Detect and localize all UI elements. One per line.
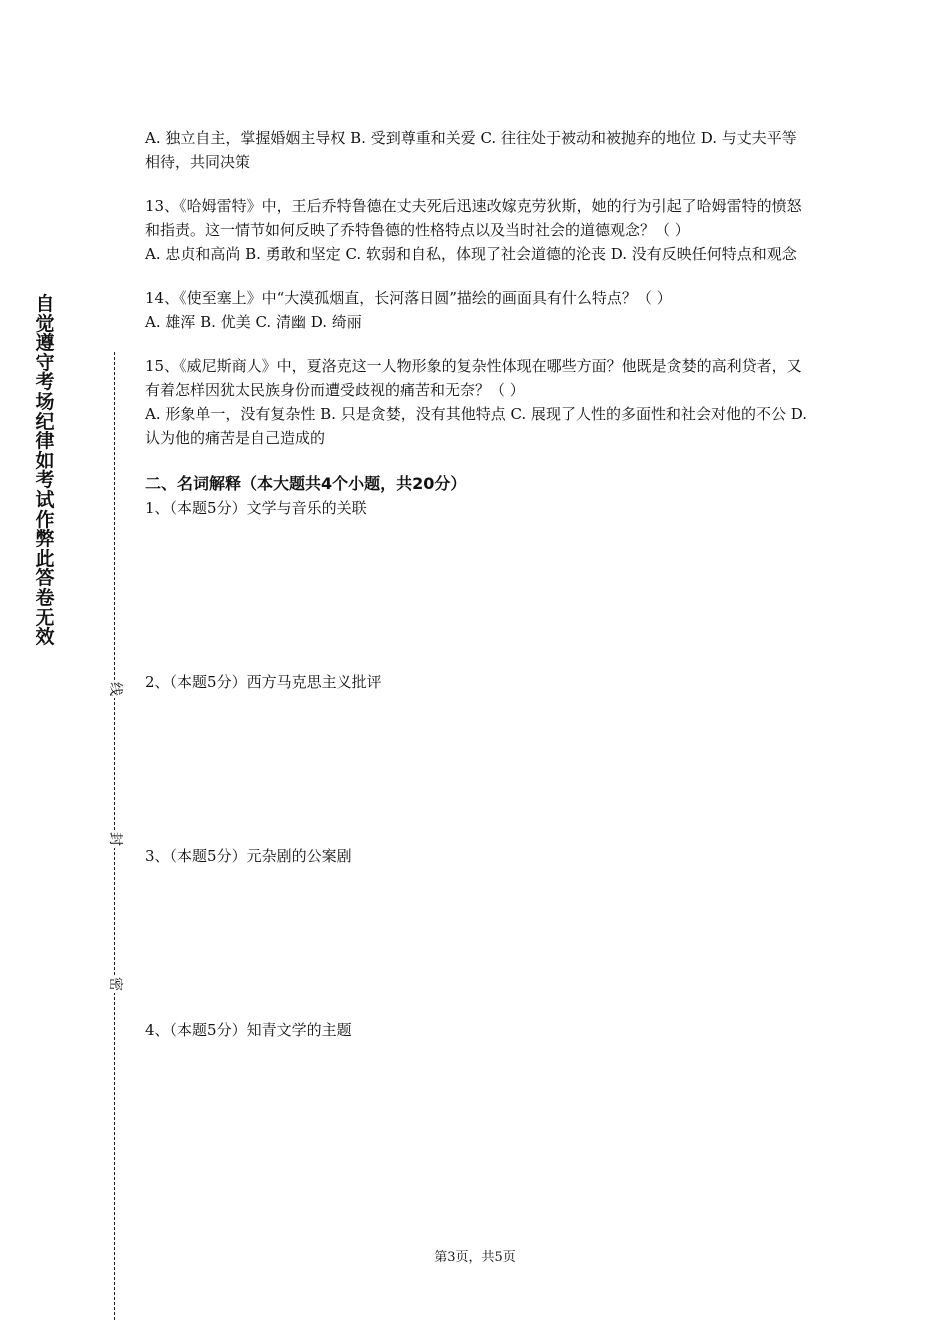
term-2 <box>145 670 810 844</box>
seal-char-line: 线 <box>104 680 126 698</box>
q14-options: A. 雄浑 B. 优美 C. 清幽 D. 绮丽 <box>145 313 362 331</box>
q13-options: A. 忠贞和高尚 B. 勇敢和坚定 C. 软弱和自私，体现了社会道德的沦丧 D. 没有反映任何特点和观念 <box>145 245 797 263</box>
question-13 <box>145 194 810 266</box>
q12-options: A. 独立自主，掌握婚姻主导权 B. 受到尊重和关爱 C. 往往处于被动和被抛弃的地位 D. 与丈夫平等相待，共同决策 <box>145 129 797 171</box>
term-2-label: 2、（本题5分）西方马克思主义批评 <box>145 673 382 691</box>
q15-options: A. 形象单一，没有复杂性 B. 只是贪婪，没有其他特点 C. 展现了人性的多面性和社会对他的不公 D. 认为他的痛苦是自己造成的 <box>145 405 807 447</box>
q15-stem: 15、《威尼斯商人》中，夏洛克这一人物形象的复杂性体现在哪些方面？他既是贪婪的高利贷者，又有着怎样因犹太民族身份而遭受歧视的痛苦和无奈？（ ） <box>145 357 802 399</box>
page-number: 第3页，共5页 <box>434 1250 516 1265</box>
term-1 <box>145 496 810 670</box>
q14-stem: 14、《使至塞上》中“大漠孤烟直，长河落日圆”描绘的画面具有什么特点？（ ） <box>145 289 672 307</box>
term-4 <box>145 1018 810 1192</box>
term-1-label: 1、（本题5分）文学与音乐的关联 <box>145 499 367 517</box>
seal-char-secret: 密 <box>104 975 126 993</box>
exam-warning-vertical: 自觉遵守考场纪律如考试作弊此答卷无效 <box>35 293 55 649</box>
question-15 <box>145 354 810 450</box>
term-3 <box>145 844 810 1018</box>
term-3-label: 3、（本题5分）元杂剧的公案剧 <box>145 847 352 865</box>
question-14 <box>145 286 810 334</box>
exam-content <box>145 126 810 1192</box>
q13-stem: 13、《哈姆雷特》中，王后乔特鲁德在丈夫死后迅速改嫁克劳狄斯，她的行为引起了哈姆雷特的愤怒和指责。这一情节如何反映了乔特鲁德的性格特点以及当时社会的道德观念？（ ） <box>145 197 802 239</box>
section-2-title: 二、名词解释（本大题共4个小题，共20分） <box>145 474 467 493</box>
term-4-label: 4、（本题5分）知青文学的主题 <box>145 1021 352 1039</box>
seal-char-seal: 封 <box>104 830 126 848</box>
